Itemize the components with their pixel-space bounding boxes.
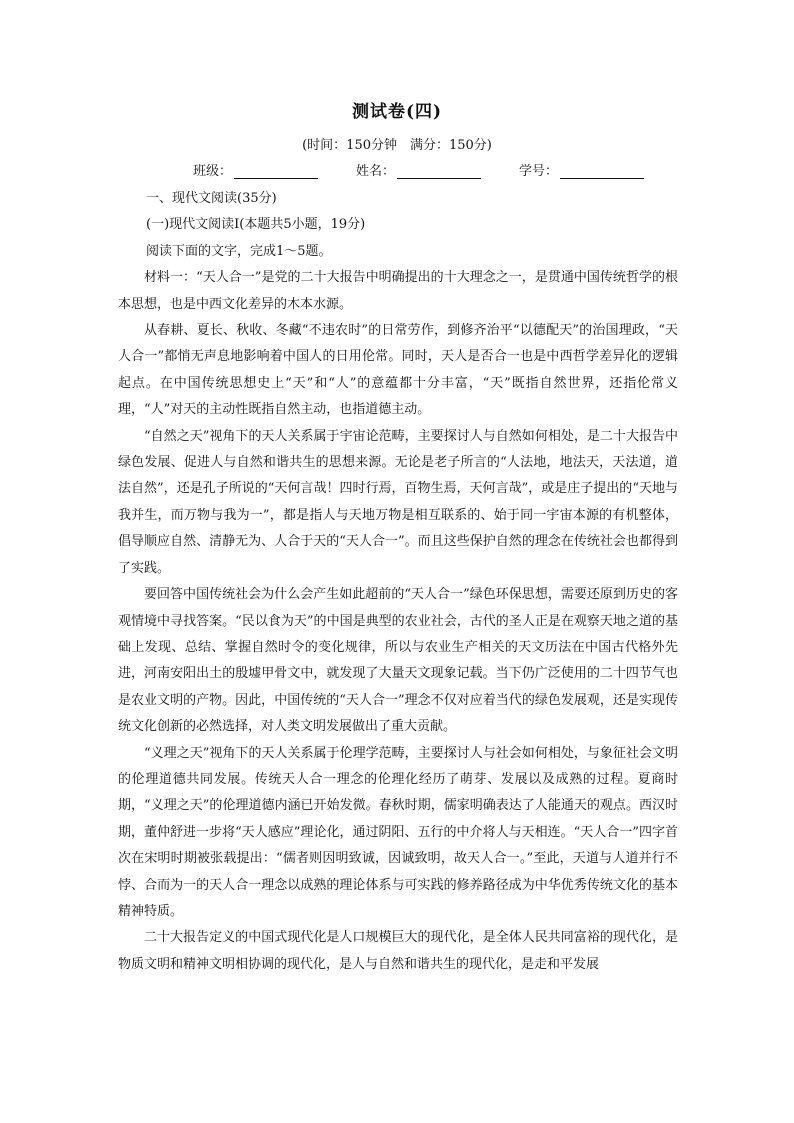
name-label: 姓名： <box>356 164 396 179</box>
exam-title: 测试卷(四) <box>351 102 443 122</box>
exam-time-score: (时间：150分钟 满分：150分) <box>302 138 492 153</box>
class-blank[interactable] <box>234 164 318 179</box>
name-field <box>356 160 481 179</box>
paragraph: “自然之天”视角下的天人关系属于宇宙论范畴，主要探讨人与自然如何相处，是二十大报告中绿色发展、促进人与自然和谐共生的思想来源。无论是老子所言的“人法地，地法天，天法道，道法自然”，还是孔子所说的“天何言哉！四时行焉，百物生焉，天何言哉”，或是庄子提出的“天地与我并生，而万物与我为一”，都是指人与天地万物是相互联系的、始于同一宇宙本源的有机整体，倡导顺应自然、清静无为、人合于天的“天人合一”。而且这些保护自然的理念在传统社会也都得到了实践。 <box>118 428 678 576</box>
paragraph: 从春耕、夏长、秋收、冬藏“不违农时”的日常劳作，到修齐治平“以德配天”的治国理政，“天人合一”都悄无声息地影响着中国人的日用伦常。同时，天人是否合一也是中西哲学差异化的逻辑起点。在中国传统思想史上“天”和“人”的意蕴都十分丰富，“天”既指自然世界，还指伦常义理，“人”对天的主动性既指自然主动，也指道德主动。 <box>118 323 678 418</box>
exam-content <box>118 186 678 978</box>
section-heading: 一、现代文阅读(35分) <box>146 191 277 206</box>
class-field <box>193 160 318 179</box>
reading-instruction: 阅读下面的文字，完成1～5题。 <box>146 243 332 259</box>
paragraph: 要回答中国传统社会为什么会产生如此超前的“天人合一”绿色环保思想，需要还原到历史的客观情境中寻找答案。“民以食为天”的中国是典型的农业社会，古代的圣人正是在观察天地之道的基础上发现、总结、掌握自然时令的变化规律，所以与农业生产相关的天文历法在中国古代格外先进，河南安阳出土的殷墟甲骨文中，就发现了大量天文现象记载。当下仍广泛使用的二十四节气也是农业文明的产物。因此，中国传统的“天人合一”理念不仅对应着当代的绿色发展观，还是实现传统文化创新的必然选择，对人类文明发展做出了重大贡献。 <box>118 587 678 735</box>
paragraph: “义理之天”视角下的天人关系属于伦理学范畴，主要探讨人与社会如何相处，与象征社会文明的伦理道德共同发展。传统天人合一理念的伦理化经历了萌芽、发展以及成熟的过程。夏商时期，“义理之天”的伦理道德内涵已开始发微。春秋时期，儒家明确表达了人能通天的观点。西汉时期，董仲舒进一步将“天人感应”理论化，通过阴阳、五行的中介将人与天相连。“天人合一”四字首次在宋明时期被张载提出：“儒者则因明致诚，因诚致明，故天人合一。”至此，天道与人道并行不悖、合而为一的天人合一理念以成熟的理论体系与可实践的修养路径成为中华优秀传统文化的基本精神特质。 <box>118 745 678 919</box>
student-id-blank[interactable] <box>560 164 644 179</box>
paragraph: 材料一：“天人合一”是党的二十大报告中明确提出的十大理念之一，是贯通中国传统哲学的根本思想，也是中西文化差异的木本水源。 <box>118 270 678 312</box>
subsection-heading: (一)现代文阅读Ⅰ(本题共5小题，19分) <box>146 217 366 233</box>
paragraph: 二十大报告定义的中国式现代化是人口规模巨大的现代化，是全体人民共同富裕的现代化，是物质文明和精神文明相协调的现代化，是人与自然和谐共生的现代化，是走和平发展 <box>118 930 678 972</box>
student-id-label: 学号： <box>519 164 559 179</box>
name-blank[interactable] <box>397 164 481 179</box>
student-info-fields <box>193 160 682 179</box>
student-id-field <box>519 160 644 179</box>
class-label: 班级： <box>193 164 233 179</box>
